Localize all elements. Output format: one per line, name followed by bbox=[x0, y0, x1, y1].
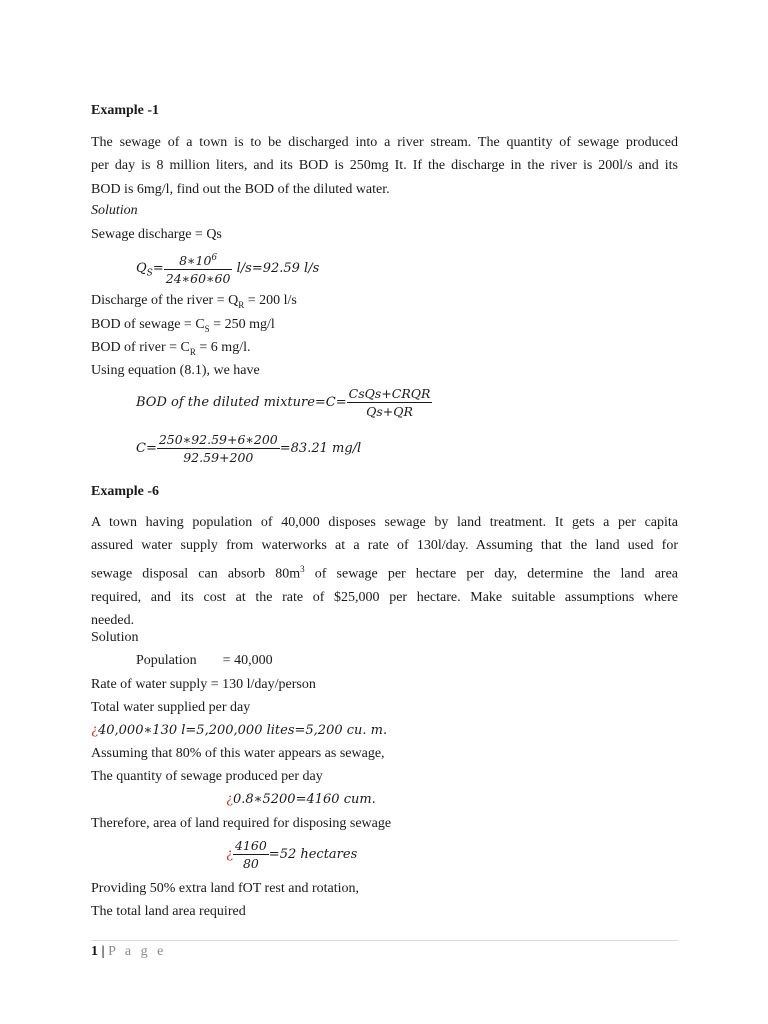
water-rate-line: Rate of water supply = 130 l/day/person bbox=[91, 677, 316, 692]
footer-divider bbox=[91, 940, 678, 941]
solution-label: Solution bbox=[91, 203, 138, 218]
population-line: Population = 40,000 bbox=[136, 653, 273, 668]
example-1-problem bbox=[91, 131, 678, 201]
c-equation: C= $\frac{250∗92.59+6∗200}{92.59+200}$ =83.21 mg/l bbox=[136, 432, 362, 465]
problem-line: A town having population of 40,000 disposes sewage by land treatment. It gets a per capita bbox=[91, 515, 678, 530]
problem-line: BOD is 6mg/l, find out the BOD of the diluted water. bbox=[91, 181, 390, 197]
problem-line: required, and its cost at the rate of $25,000 per hectare. Make suitable assumptions where bbox=[91, 589, 678, 605]
total-land-line: The total land area required bbox=[91, 904, 246, 919]
sewage-discharge-line: Sewage discharge = Qs bbox=[91, 227, 222, 242]
problem-line: sewage disposal can absorb $80m^3$ of sewage per hectare per day, determine the land area bbox=[91, 563, 679, 582]
page-label: P a g e bbox=[108, 944, 167, 959]
bod-river-line: BOD of river = $C_R = 6$ mg/l. bbox=[91, 340, 251, 357]
page-footer bbox=[91, 942, 166, 962]
total-water-line: Total water supplied per day bbox=[91, 700, 251, 715]
footer-separator: | bbox=[101, 944, 105, 959]
river-discharge-line: Discharge of the river = $Q_R = 200$ l/s bbox=[91, 293, 297, 310]
bod-formula: BOD of the diluted mixture=C= $\frac{\text{CsQs+CRQR}}{Qs+QR}$ bbox=[136, 386, 431, 419]
sewage-equation: ¿0.8∗5200=4160 cum. bbox=[226, 792, 376, 807]
area-text-line: Therefore, area of land required for disposing sewage bbox=[91, 816, 392, 831]
extra-land-line: Providing 50% extra land fOT rest and rotation, bbox=[91, 881, 360, 896]
example-6-problem bbox=[91, 511, 678, 632]
page-number: 1 bbox=[91, 944, 98, 959]
problem-line: assured water supply from waterworks at a rate of 130l/day. Assuming that the land used for bbox=[91, 538, 678, 554]
example-6-heading: Example -6 bbox=[91, 484, 160, 499]
problem-line: needed. bbox=[91, 612, 135, 628]
area-equation: ¿ $\frac{4160}{80}$ =52 hectares bbox=[226, 838, 358, 871]
using-equation-line: Using equation (8.1), we have bbox=[91, 363, 260, 378]
solution-label: Solution bbox=[91, 630, 139, 645]
problem-line: The sewage of a town is to be discharged into a river stream. The quantity of sewage produced bbox=[91, 135, 678, 150]
total-water-equation: ¿40,000∗130 l=5,200,000 lites=5,200 cu. m. bbox=[91, 723, 388, 738]
problem-line: per day is 8 million liters, and its BOD is 250mg It. If the discharge in the river is 200l/s and its bbox=[91, 158, 678, 174]
bod-sewage-line: BOD of sewage = $C_S = 250$ mg/l bbox=[91, 317, 275, 334]
assume-sewage-line: Assuming that 80% of this water appears as sewage, bbox=[91, 746, 385, 761]
qs-equation: $Q_S=$ $\frac{8∗10^6}{24∗60∗60}$ l/s=92.59 l/s bbox=[136, 253, 320, 287]
sewage-quantity-line: The quantity of sewage produced per day bbox=[91, 769, 323, 784]
example-1-heading: Example -1 bbox=[91, 103, 160, 118]
